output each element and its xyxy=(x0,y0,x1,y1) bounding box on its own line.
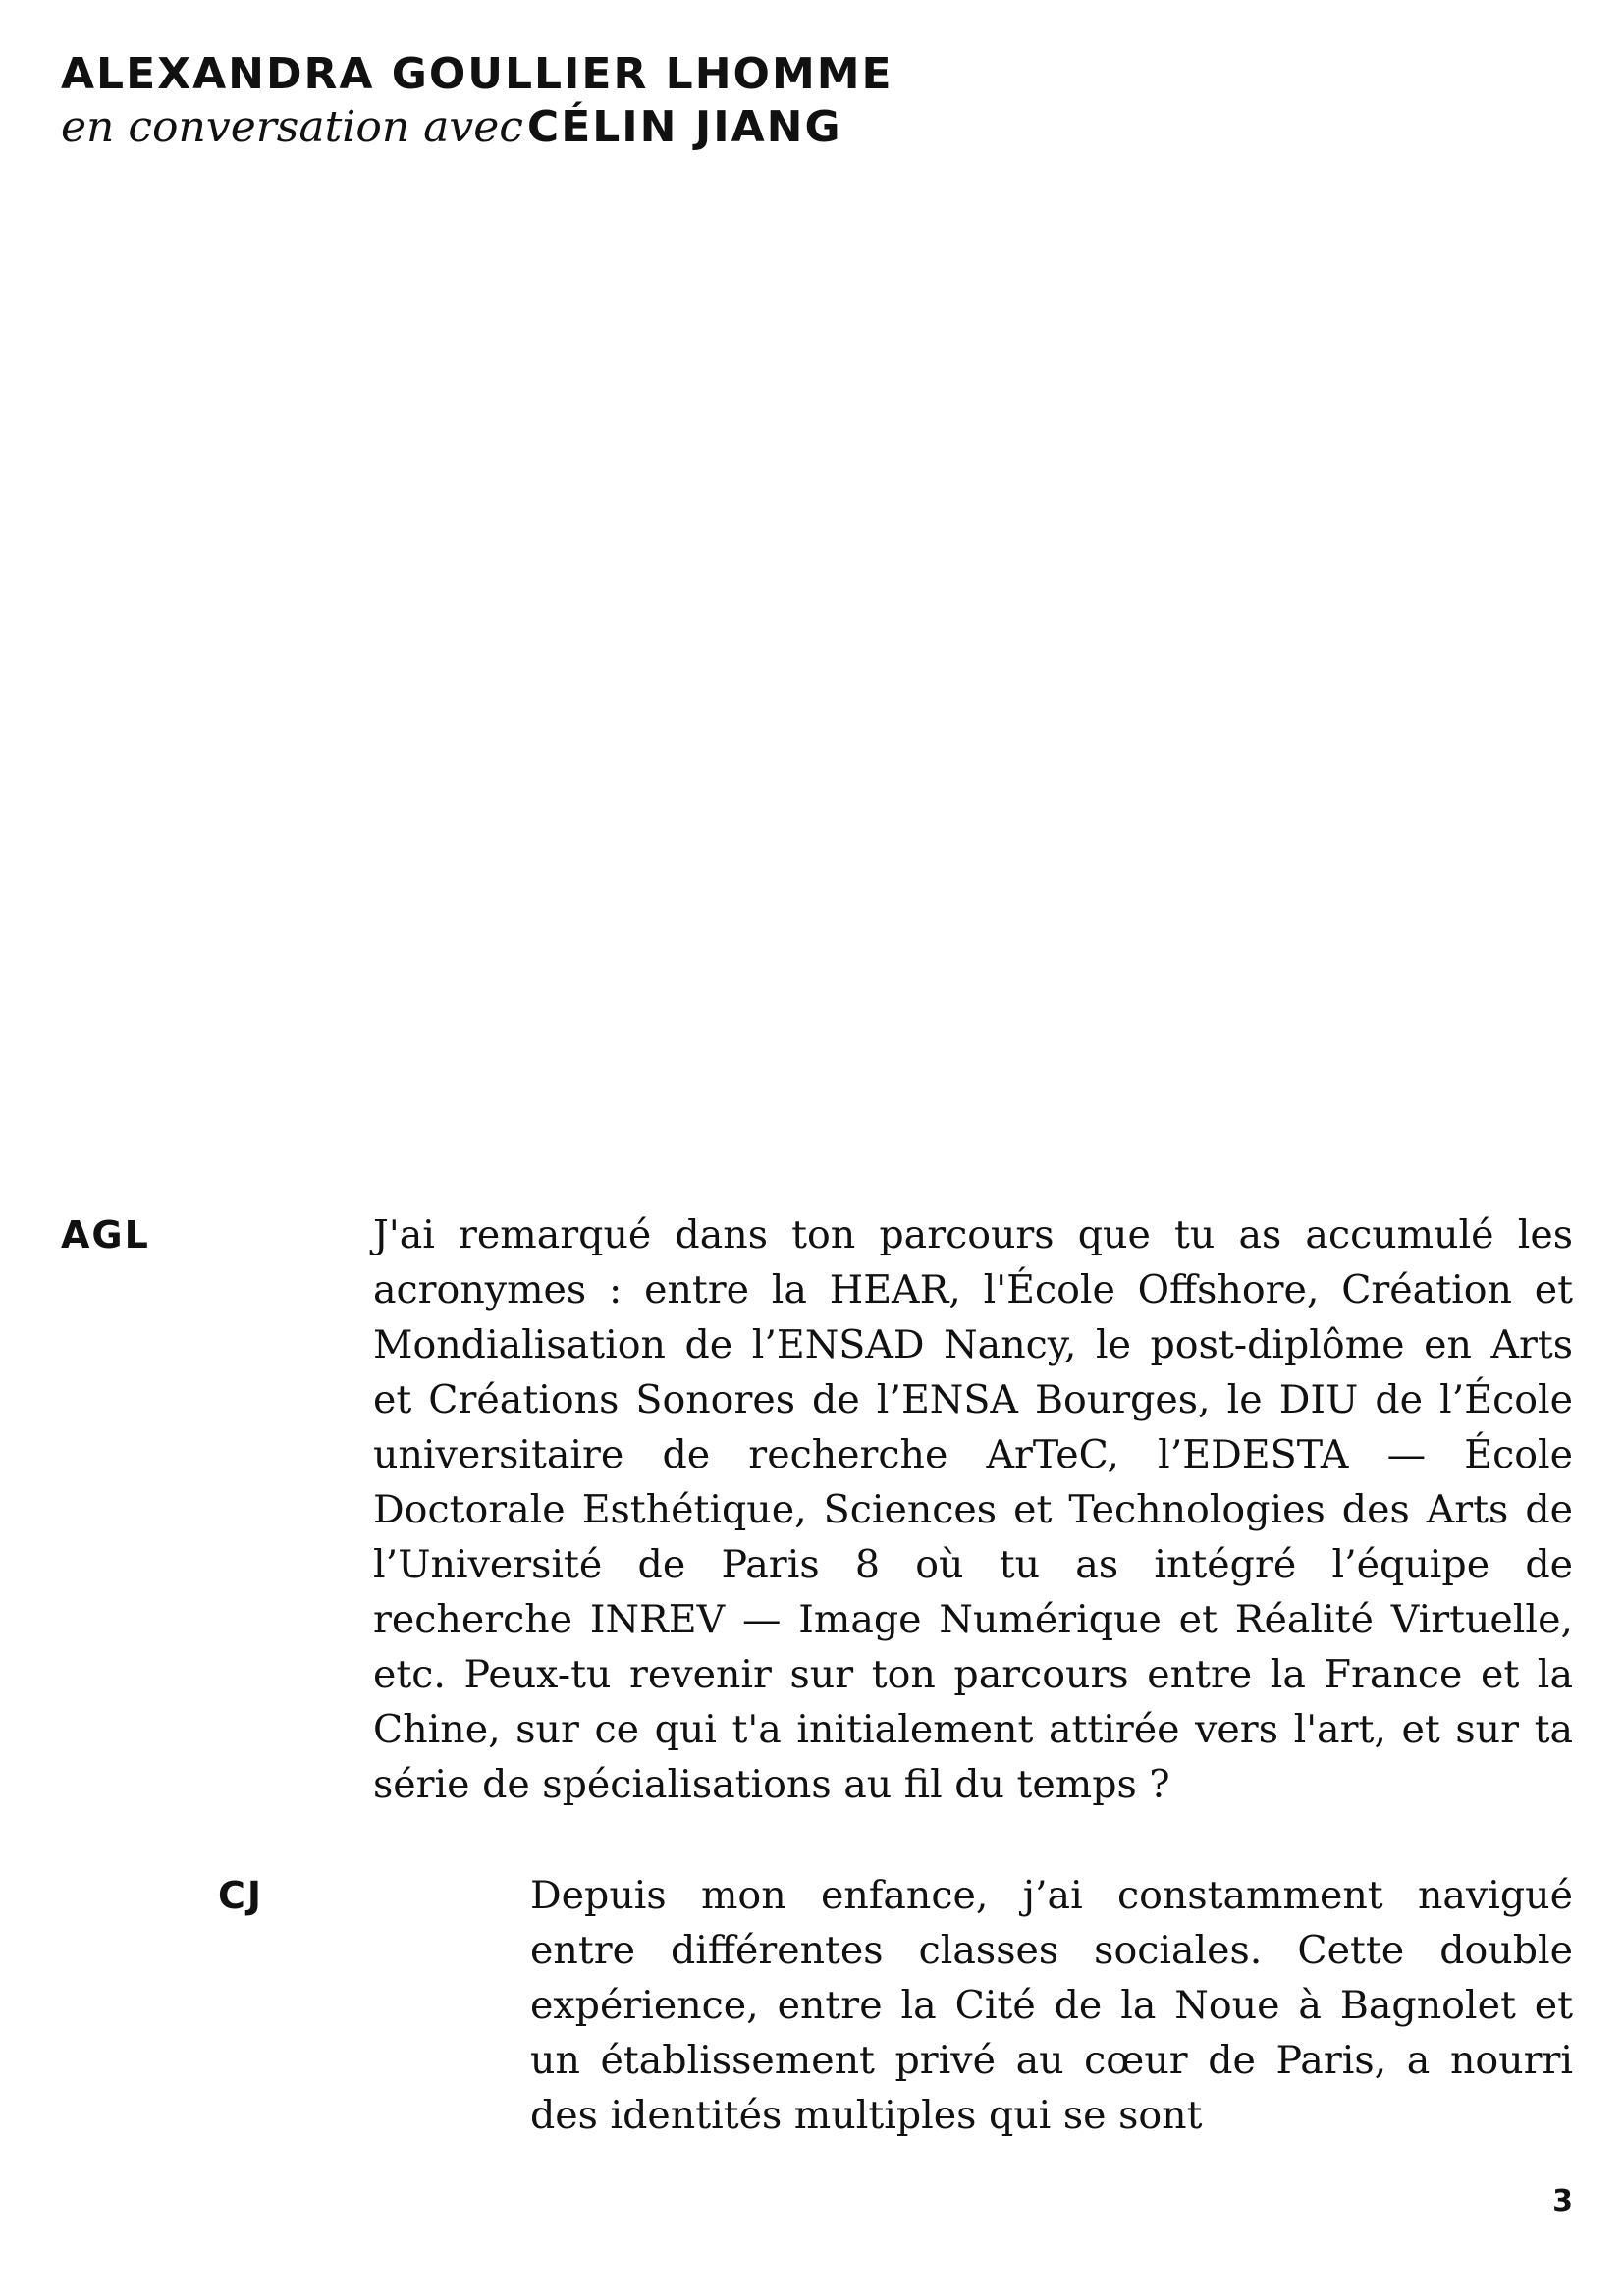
agl-question-text: J'ai remarqué dans ton parcours que tu as accumulé les acronymes : entre la HEAR, l'École Offshore, Création et Mondialisation de l’ENSAD Nancy, le post-diplôme en Arts et Créations Sonores de l’ENSA Bourges, le DIU de l’École universitaire de recherche ArTeC, l’EDESTA — École Doctorale Esthétique, Sciences et Technologies des Arts de l’Université de Paris 8 où tu as intégré l’équipe de recherche INREV — Image Numérique et Réalité Virtuelle, etc. Peux-tu revenir sur ton parcours entre la France et la Chine, sur ce qui t'a initialement attirée vers l'art, et sur ta série de spécialisations au fil du temps ? xyxy=(373,1212,1573,1807)
conversation-prefix: en conversation avec xyxy=(61,102,523,152)
article-header xyxy=(61,49,1573,165)
speaker-label-cj: CJ xyxy=(218,1874,264,1917)
cj-answer-text: Depuis mon enfance, j’ai constamment navigué entre différentes classes sociales. Cette double expérience, entre la Cité de la Noue à Bagnolet et un établissement privé au cœur de Paris, a nourri des identités multiples qui se sont xyxy=(530,1873,1573,2138)
page-number: 3 xyxy=(1552,2184,1573,2218)
author-name: ALEXANDRA GOULLIER LHOMME xyxy=(61,49,893,99)
speaker-label-agl: AGL xyxy=(61,1213,150,1256)
conversation-line xyxy=(61,100,1573,165)
guest-name: CÉLIN JIANG xyxy=(526,102,842,152)
